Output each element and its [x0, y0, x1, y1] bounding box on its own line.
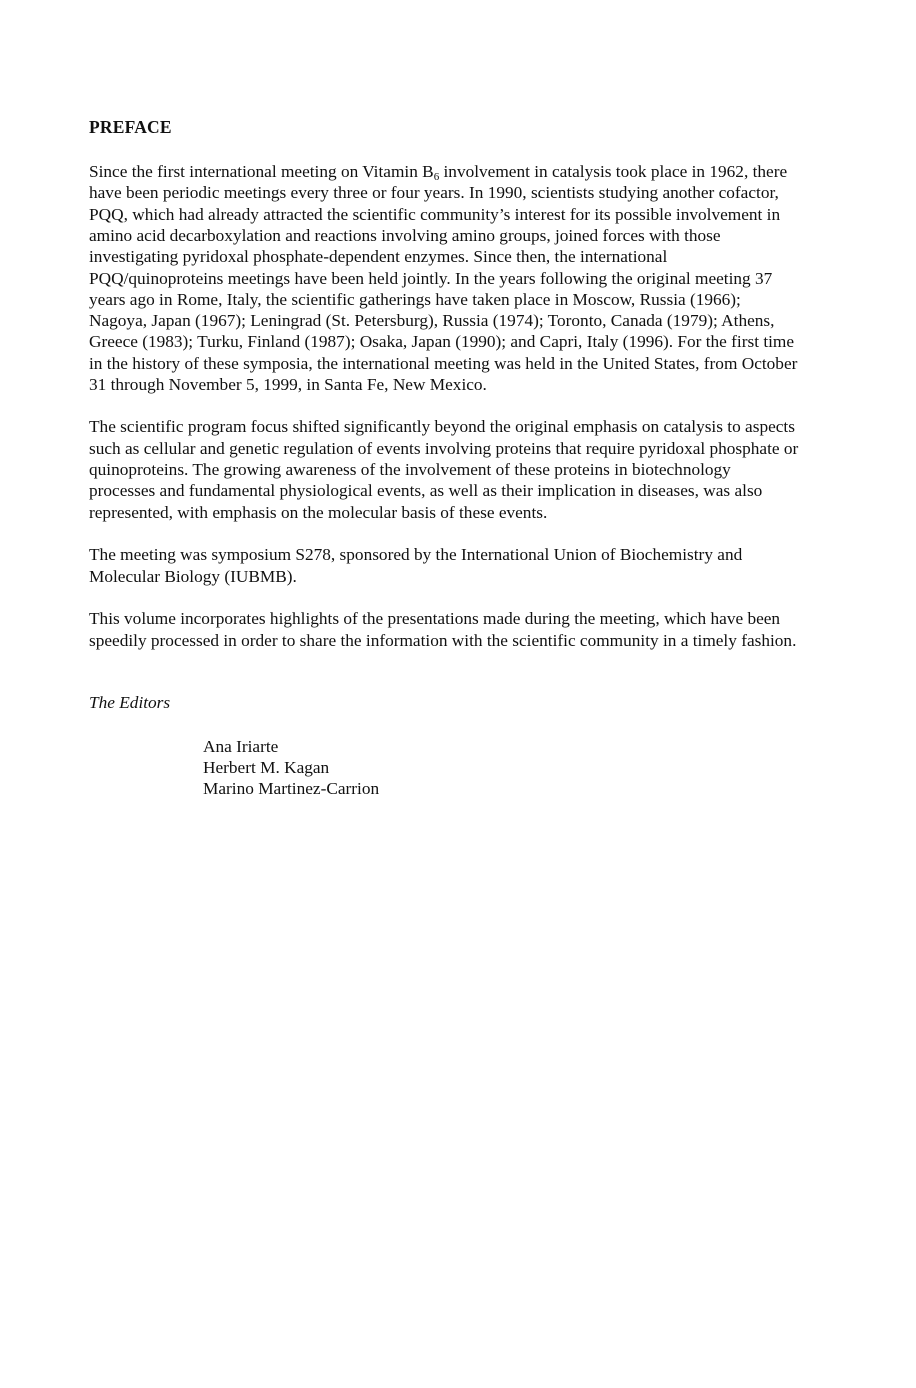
- paragraph-2-line: processes and fundamental physiological events, as well as their implication in diseases, was also: [89, 481, 763, 500]
- paragraph-1-line: have been periodic meetings every three or four years. In 1990, scientists studying another cofactor,: [89, 183, 779, 202]
- preface-heading: PREFACE: [89, 117, 172, 137]
- line-text: Since the first international meeting on Vitamin B: [89, 162, 434, 181]
- paragraph-4-line: speedily processed in order to share the information with the scientific community in a timely fashion.: [89, 631, 797, 650]
- paragraph-2-line: represented, with emphasis on the molecular basis of these events.: [89, 503, 548, 522]
- paragraph-1-line: PQQ, which had already attracted the scientific community’s interest for its possible involvement in: [89, 205, 781, 224]
- paragraph-2-line: quinoproteins. The growing awareness of the involvement of these proteins in biotechnology: [89, 460, 731, 479]
- editor-name: Ana Iriarte: [203, 737, 279, 756]
- paragraph-1-line: Nagoya, Japan (1967); Leningrad (St. Petersburg), Russia (1974); Toronto, Canada (1979); Athens,: [89, 311, 775, 330]
- paragraph-1-line: Greece (1983); Turku, Finland (1987); Osaka, Japan (1990); and Capri, Italy (1996). For the first time: [89, 332, 795, 351]
- subscript: 6: [433, 171, 440, 183]
- editor-name: Marino Martinez-Carrion: [203, 779, 380, 798]
- paragraph-1-line: PQQ/quinoproteins meetings have been held jointly. In the years following the original meeting 37: [89, 269, 773, 288]
- paragraph-1-line: amino acid decarboxylation and reactions involving amino groups, joined forces with those: [89, 226, 721, 245]
- paragraph-1-line: 31 through November 5, 1999, in Santa Fe, New Mexico.: [89, 375, 487, 394]
- paragraph-1-line: in the history of these symposia, the international meeting was held in the United States, from October: [89, 354, 798, 373]
- paragraph-3-line: Molecular Biology (IUBMB).: [89, 567, 297, 586]
- editor-name: Herbert M. Kagan: [203, 758, 330, 777]
- paragraph-1-line: investigating pyridoxal phosphate-dependent enzymes. Since then, the international: [89, 247, 668, 266]
- paragraph-1-line: years ago in Rome, Italy, the scientific gatherings have taken place in Moscow, Russia (1966);: [89, 290, 741, 309]
- paragraph-3-line: The meeting was symposium S278, sponsored by the International Union of Biochemistry and: [89, 545, 743, 564]
- paragraph-2-line: such as cellular and genetic regulation of events involving proteins that require pyridoxal phosphate or: [89, 439, 799, 458]
- paragraph-4-line: This volume incorporates highlights of the presentations made during the meeting, which have been: [89, 609, 781, 628]
- paragraph-2-line: The scientific program focus shifted significantly beyond the original emphasis on catalysis to aspects: [89, 417, 795, 436]
- signoff: The Editors: [89, 693, 171, 712]
- paragraph-1-line-1: [89, 161, 787, 182]
- line-text: involvement in catalysis took place in 1962, there: [439, 162, 788, 181]
